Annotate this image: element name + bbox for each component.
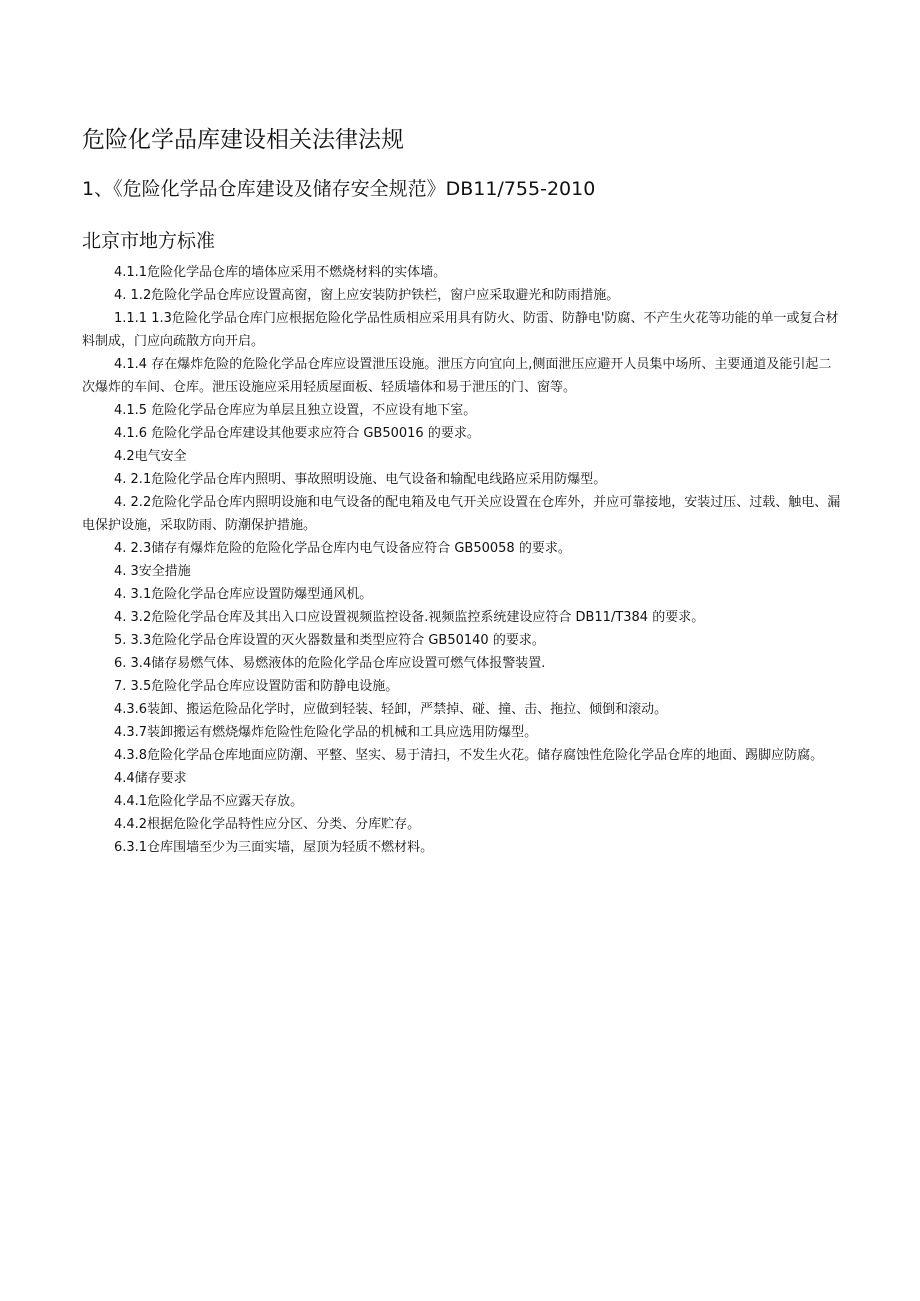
paragraph: 4. 2.1危险化学品仓库内照明、事故照明设施、电气设备和输配电线路应采用防爆型。: [114, 472, 607, 487]
paragraph: 4.3.8危险化学品仓库地面应防潮、平整、坚实、易于清扫，不发生火花。储存腐蚀性危险化学品仓库的地面、踢脚应防腐。: [114, 748, 824, 763]
paragraph: 4. 3.1危险化学品仓库应设置防爆型通风机。: [114, 587, 373, 602]
paragraph: 4.1.6 危险化学品仓库建设其他要求应符合 GB50016 的要求。: [114, 426, 480, 441]
paragraph: 6. 3.4储存易燃气体、易燃液体的危险化学品仓库应设置可燃气体报警装置.: [114, 656, 546, 671]
section-heading: 北京市地方标准: [82, 230, 216, 252]
paragraph: 5. 3.3危险化学品仓库设置的灭火器数量和类型应符合 GB50140 的要求。: [114, 633, 545, 648]
paragraph: 4.4.1危险化学品不应露天存放。: [114, 794, 304, 809]
paragraph: 4.3.7装卸搬运有燃烧爆炸危险性危险化学品的机械和工具应选用防爆型。: [114, 725, 538, 740]
document-body: [82, 261, 842, 859]
document-subtitle: 1、《危险化学品仓库建设及储存安全规范》DB11/755-2010: [82, 178, 596, 200]
paragraph: 1.1.1 1.3危险化学品仓库门应根据危险化学品性质相应采用具有防火、防雷、防静电'防腐、不产生火花等功能的单一或复合材料制成，门应向疏散方向开启。: [82, 311, 839, 349]
paragraph: 4.1.4 存在爆炸危险的危险化学品仓库应设置泄压设施。泄压方向宜向上,侧面泄压应避开人员集中场所、主要通道及能引起二次爆炸的车间、仓库。泄压设施应采用轻质屋面板、轻质墙体和易于泄压的门、窗等。: [82, 357, 832, 395]
paragraph: 4. 2.2危险化学品仓库内照明设施和电气设备的配电箱及电气开关应设置在仓库外，并应可靠接地，安装过压、过载、触电、漏电保护设施，采取防雨、防潮保护措施。: [82, 495, 841, 533]
paragraph: 6.3.1仓库围墙至少为三面实墙，屋顶为轻质不燃材料。: [114, 840, 434, 855]
paragraph: 4. 2.3储存有爆炸危险的危险化学品仓库内电气设备应符合 GB50058 的要求。: [114, 541, 571, 556]
paragraph: 4.2电气安全: [114, 449, 187, 464]
paragraph: 4. 3.2危险化学品仓库及其出入口应设置视频监控设备.视频监控系统建设应符合 DB11/T384 的要求。: [114, 610, 705, 625]
paragraph: 4.4储存要求: [114, 771, 187, 786]
paragraph: 4.1.5 危险化学品仓库应为单层且独立设置，不应设有地下室。: [114, 403, 477, 418]
paragraph: 4.1.1危险化学品仓库的墙体应采用不燃烧材料的实体墙。: [114, 265, 447, 280]
document-title: 危险化学品库建设相关法律法规: [82, 127, 404, 153]
paragraph: 4.3.6装卸、搬运危险品化学时，应做到轻装、轻卸，严禁掉、碰、撞、击、拖拉、倾倒和滚动。: [114, 702, 668, 717]
paragraph: 4. 1.2危险化学品仓库应设置高窗，窗上应安装防护铁栏，窗户应采取避光和防雨措施。: [114, 288, 620, 303]
paragraph: 4. 3安全措施: [114, 564, 191, 579]
paragraph: 7. 3.5危险化学品仓库应设置防雷和防静电设施。: [114, 679, 399, 694]
paragraph: 4.4.2根据危险化学品特性应分区、分类、分库贮存。: [114, 817, 421, 832]
